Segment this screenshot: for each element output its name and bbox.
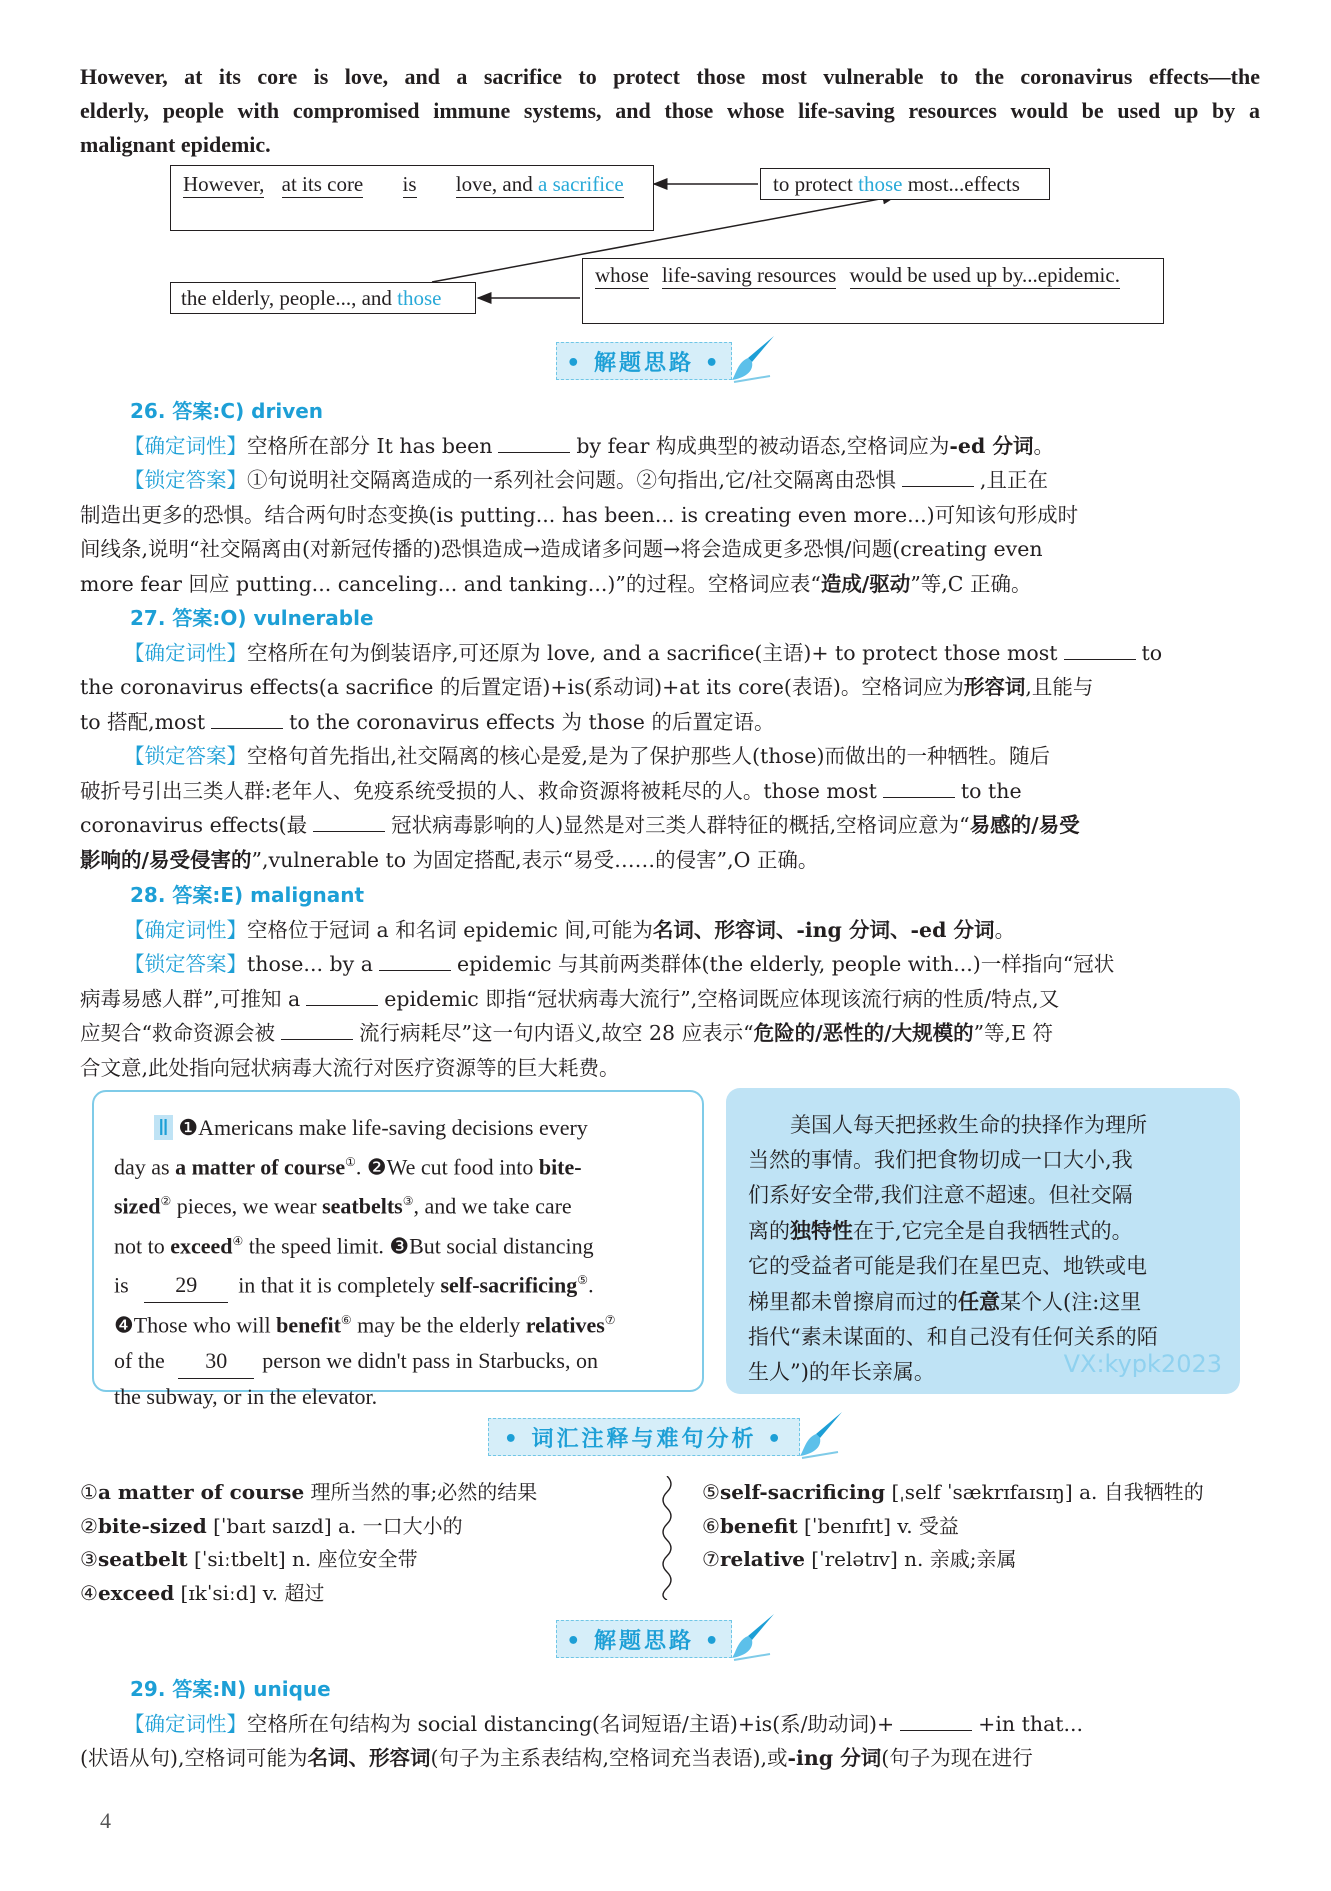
blank-line — [379, 951, 451, 971]
blank-line — [498, 433, 570, 453]
blank-line — [900, 1711, 972, 1731]
intro-line: malignant epidemic. — [80, 132, 271, 157]
vocab-item: ③seatbelt [ˈsiːtbelt] n. 座位安全带 — [80, 1547, 418, 1571]
q28-section: 28. 答案:E) malignant 【确定词性】空格位于冠词 a 和名词 epidemic 间,可能为名词、形容词、-ing 分词、-ed 分词。 【锁定答案】those... by a epidemic 与其前两类群体(the elderly, people with...)一样指向“冠状 病毒易感人群”,可推知 a epidemic 即指“冠状病毒大流行”,空格词既应体现该流行病的性质/特点,又 应契合“救命资源会被 流行病耗尽”这一句内语义,故空 28 应表示“危险的/恶性的/大规模的”等,E 符 合文意,此处指向冠状病毒大流行对医疗资源等的巨大耗费。 — [80, 878, 1260, 1085]
vocab-item: ②bite-sized [ˈbaɪt saɪzd] a. 一口大小的 — [80, 1513, 463, 1538]
vocab-item: ①a matter of course 理所当然的事;必然的结果 — [80, 1480, 538, 1504]
blank-line — [883, 778, 955, 798]
vocab-item: ⑤self-sacrificing [ˌself ˈsækrɪfaɪsɪŋ] a. 自我牺牲的 — [702, 1480, 1204, 1504]
blank-line — [211, 709, 283, 729]
section-banner-solution: • 解题思路 • — [556, 342, 732, 380]
q26-section: 26. 答案:C) driven 【确定词性】空格所在部分 It has been by fear 构成典型的被动语态,空格词应为-ed 分词。 【锁定答案】①句说明社交隔离造成的一系列社会问题。②句指出,它/社交隔离由恐惧 ,且正在 制造出更多的恐惧。结合两句时态变换(is putting... has been... is creating even more...)可知该句形成时 间线条,说明“社交隔离由(对新冠传播的)恐惧造成→造成诸多问题→将会造成更多恐惧/问题(creating even more fear 回应 putting... canceling... and tanking...)”的过程。空格词应表“造成/驱动”等,C 正确。 — [80, 394, 1260, 601]
page-number: 4 — [100, 1808, 111, 1833]
intro-line: elderly, people with compromised immune systems, and those whose life-saving resources would be used up by a — [80, 98, 1260, 123]
diagram-box-appositive: the elderly, people..., and those — [170, 282, 476, 314]
vocab-item: ⑥benefit [ˈbenɪfɪt] v. 受益 — [702, 1513, 959, 1538]
q27-section: 27. 答案:O) vulnerable 【确定词性】空格所在句为倒装语序,可还原为 love, and a sacrifice(主语)+ to protect those most to the coronavirus effects(a sacrifice 的后置定语)+is(系动词)+at its core(表语)。空格词应为形容词,且能与 to 搭配,most to the coronavirus effects 为 those 的后置定语。 【锁定答案】空格句首先指出,社交隔离的核心是爱,是为了保护那些人(those)而做出的一种牺牲。随后 破折号引出三类人群:老年人、免疫系统受损的人、救命资源将被耗尽的人。those most to the coronavirus effects(最 冠状病毒影响的人)显然是对三类人群特征的概括,空格词应意为“易感的/易受 影响的/易受侵害的”,vulnerable to 为固定搭配,表示“易受……的侵害”,O 正确。 — [80, 601, 1260, 877]
vocab-item: ⑦relative [ˈrelətɪv] n. 亲戚;亲属 — [702, 1547, 1017, 1571]
brush-icon — [730, 1610, 778, 1662]
section-banner-solution: • 解题思路 • — [556, 1620, 732, 1658]
blank-line — [902, 467, 974, 487]
blank-30: 30 — [178, 1343, 254, 1379]
blank-line — [313, 812, 385, 832]
diagram-box-relative-clause: whose life-saving resources would be used up by...epidemic. — [582, 258, 1164, 324]
blank-line — [306, 986, 378, 1006]
watermark-text: VX:kypk2023 — [1063, 1350, 1222, 1378]
blank-29: 29 — [144, 1267, 228, 1303]
passage-card: Ⅱ ❶Americans make life-saving decisions every day as a matter of course①. ❷We cut food into bite- sized② pieces, we wear seatbelts③, and we take care not to exceed④ the speed limit. ❸But social distancing is 29 in that it is completely self-sacrificing⑤. ❹Those who will benefit⑥ may be the elderly relatives⑦ of the 30 person we didn't pass in Starbucks, on the subway, or in the elevator. — [92, 1090, 704, 1392]
wavy-divider — [658, 1476, 676, 1600]
answer-heading: 26. 答案:C) driven — [130, 399, 324, 423]
answer-heading: 27. 答案:O) vulnerable — [130, 606, 374, 630]
intro-line: However, at its core is love, and a sacrifice to protect those most vulnerable to the coronavirus effects—the — [80, 64, 1260, 89]
diagram-box-infinitive: to protect those most...effects — [760, 168, 1050, 200]
brush-icon — [798, 1408, 846, 1460]
translation-card: 美国人每天把拯救生命的抉择作为理所 当然的事情。我们把食物切成一口大小,我 们系好安全带,我们注意不超速。但社交隔 离的独特性在于,它完全是自我牺牲式的。 它的受益者可能是我们在星巴克、地铁或电 梯里都未曾擦肩而过的任意某个人(注:这里 指代“素未谋面的、和自己没有任何关系的陌 生人”)的年长亲属。 VX:kypk2023 — [726, 1088, 1240, 1394]
diagram-box-main-clause: However, at its core is love, and a sacrifice — [170, 165, 654, 231]
answer-heading: 28. 答案:E) malignant — [130, 883, 365, 907]
q29-section: 29. 答案:N) unique 【确定词性】空格所在句结构为 social distancing(名词短语/主语)+is(系/助动词)+ +in that... (状语从句),空格词可能为名词、形容词(句子为主系表结构,空格词充当表语),或-ing 分词(句子为现在进行 — [80, 1672, 1260, 1776]
vocab-item: ④exceed [ɪkˈsiːd] v. 超过 — [80, 1580, 325, 1605]
vocab-list-right — [702, 1476, 1262, 1577]
vocab-list-left — [80, 1476, 650, 1610]
answer-heading: 29. 答案:N) unique — [130, 1677, 331, 1701]
section-banner-vocabulary: • 词汇注释与难句分析 • — [488, 1418, 800, 1456]
blank-line — [281, 1020, 353, 1040]
brush-icon — [730, 332, 778, 384]
blank-line — [1064, 640, 1136, 660]
section-roman-numeral: Ⅱ — [154, 1115, 173, 1140]
